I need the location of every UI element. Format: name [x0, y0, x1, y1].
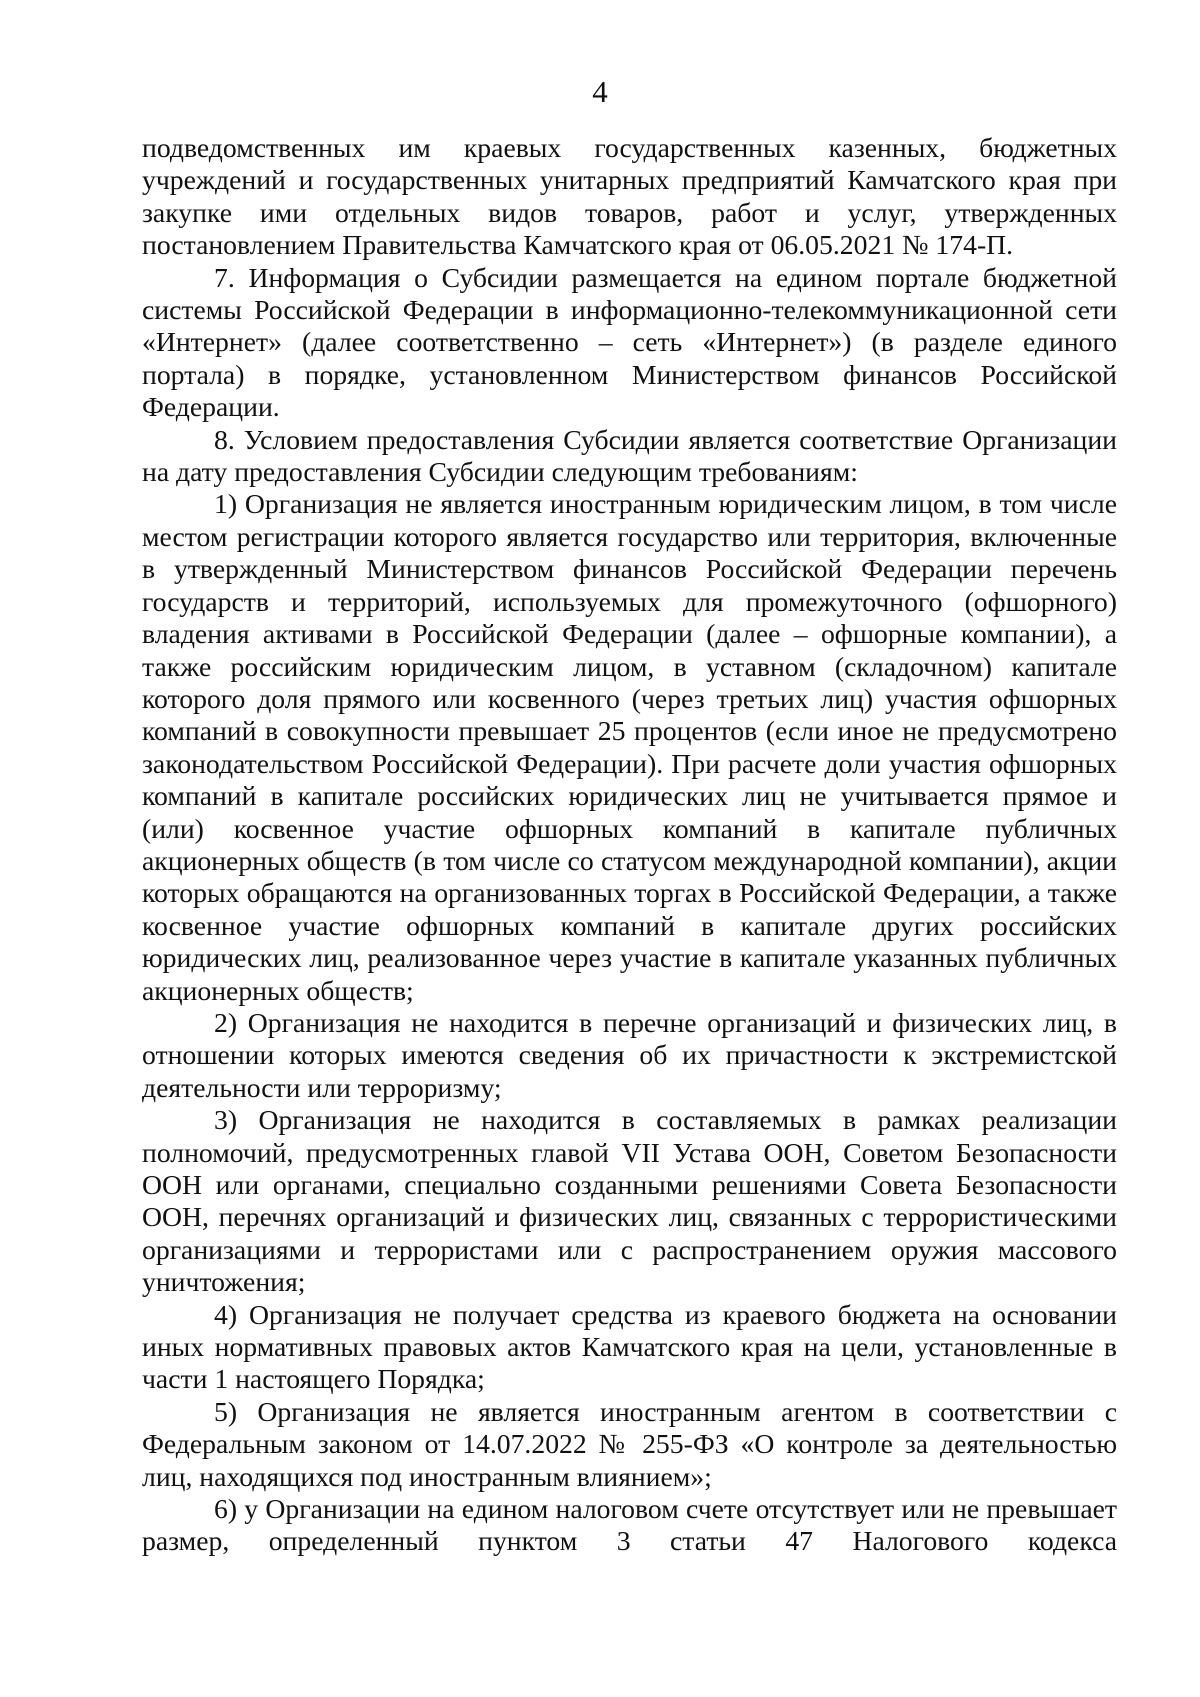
- requirement-6-tax-account: 6) у Организации на едином налоговом счете отсутствует или не превышает размер, определенный пунктом 3 статьи 47 Налогового кодекса: [142, 1493, 1117, 1557]
- requirement-4-no-other-regional-funds: 4) Организация не получает средства из краевого бюджета на основании иных нормативных правовых актов Камчатского края на цели, установленные в части 1 настоящего Порядка;: [142, 1298, 1117, 1395]
- requirement-5-not-foreign-agent: 5) Организация не является иностранным агентом в соответствии с Федеральным законом от 14.07.2022 № 255-ФЗ «О контроле за деятельностью лиц, находящихся под иностранным влиянием»;: [142, 1395, 1117, 1492]
- requirement-2-not-extremist-list: 2) Организация не находится в перечне организаций и физических лиц, в отношении которых имеются сведения об их причастности к экстремистской деятельности или терроризму;: [142, 1006, 1117, 1103]
- paragraph-7-subsidy-information: 7. Информация о Субсидии размещается на едином портале бюджетной системы Российской Федерации в информационно-телекоммуникационной сети «Интернет» (далее соответственно – сеть «Интернет») (в разделе единого портала) в порядке, установленном Министерством финансов Российской Федерации.: [142, 261, 1117, 423]
- requirement-3-not-un-sanctions-list: 3) Организация не находится в составляемых в рамках реализации полномочий, предусмотренных главой VII Устава ООН, Советом Безопасности ООН или органами, специально созданными решениями Совета Безопасности ООН, перечнях организаций и физических лиц, связанных с террористическими организациями и террористами или с распространением оружия массового уничтожения;: [142, 1104, 1117, 1298]
- document-body: [142, 132, 1117, 1558]
- paragraph-8-conditions: 8. Условием предоставления Субсидии является соответствие Организации на дату предоставления Субсидии следующим требованиям:: [142, 423, 1117, 488]
- paragraph-continuation: подведомственных им краевых государственных казенных, бюджетных учреждений и государственных унитарных предприятий Камчатского края при закупке ими отдельных видов товаров, работ и услуг, утвержденных постановлением Правительства Камчатского края от 06.05.2021 № 174-П.: [142, 132, 1117, 261]
- requirement-1-not-foreign-entity: 1) Организация не является иностранным юридическим лицом, в том числе местом регистрации которого является государство или территория, включенные в утвержденный Министерством финансов Российской Федерации перечень государств и территорий, используемых для промежуточного (офшорного) владения активами в Российской Федерации (далее – офшорные компании), а также российским юридическим лицом, в уставном (складочном) капитале которого доля прямого или косвенного (через третьих лиц) участия офшорных компаний в совокупности превышает 25 процентов (если иное не предусмотрено законодательством Российской Федерации). При расчете доли участия офшорных компаний в капитале российских юридических лиц не учитывается прямое и (или) косвенное участие офшорных компаний в капитале публичных акционерных обществ (в том числе со статусом международной компании), акции которых обращаются на организованных торгах в Российской Федерации, а также косвенное участие офшорных компаний в капитале других российских юридических лиц, реализованное через участие в капитале указанных публичных акционерных обществ;: [142, 488, 1117, 1006]
- page-number: 4: [592, 74, 608, 109]
